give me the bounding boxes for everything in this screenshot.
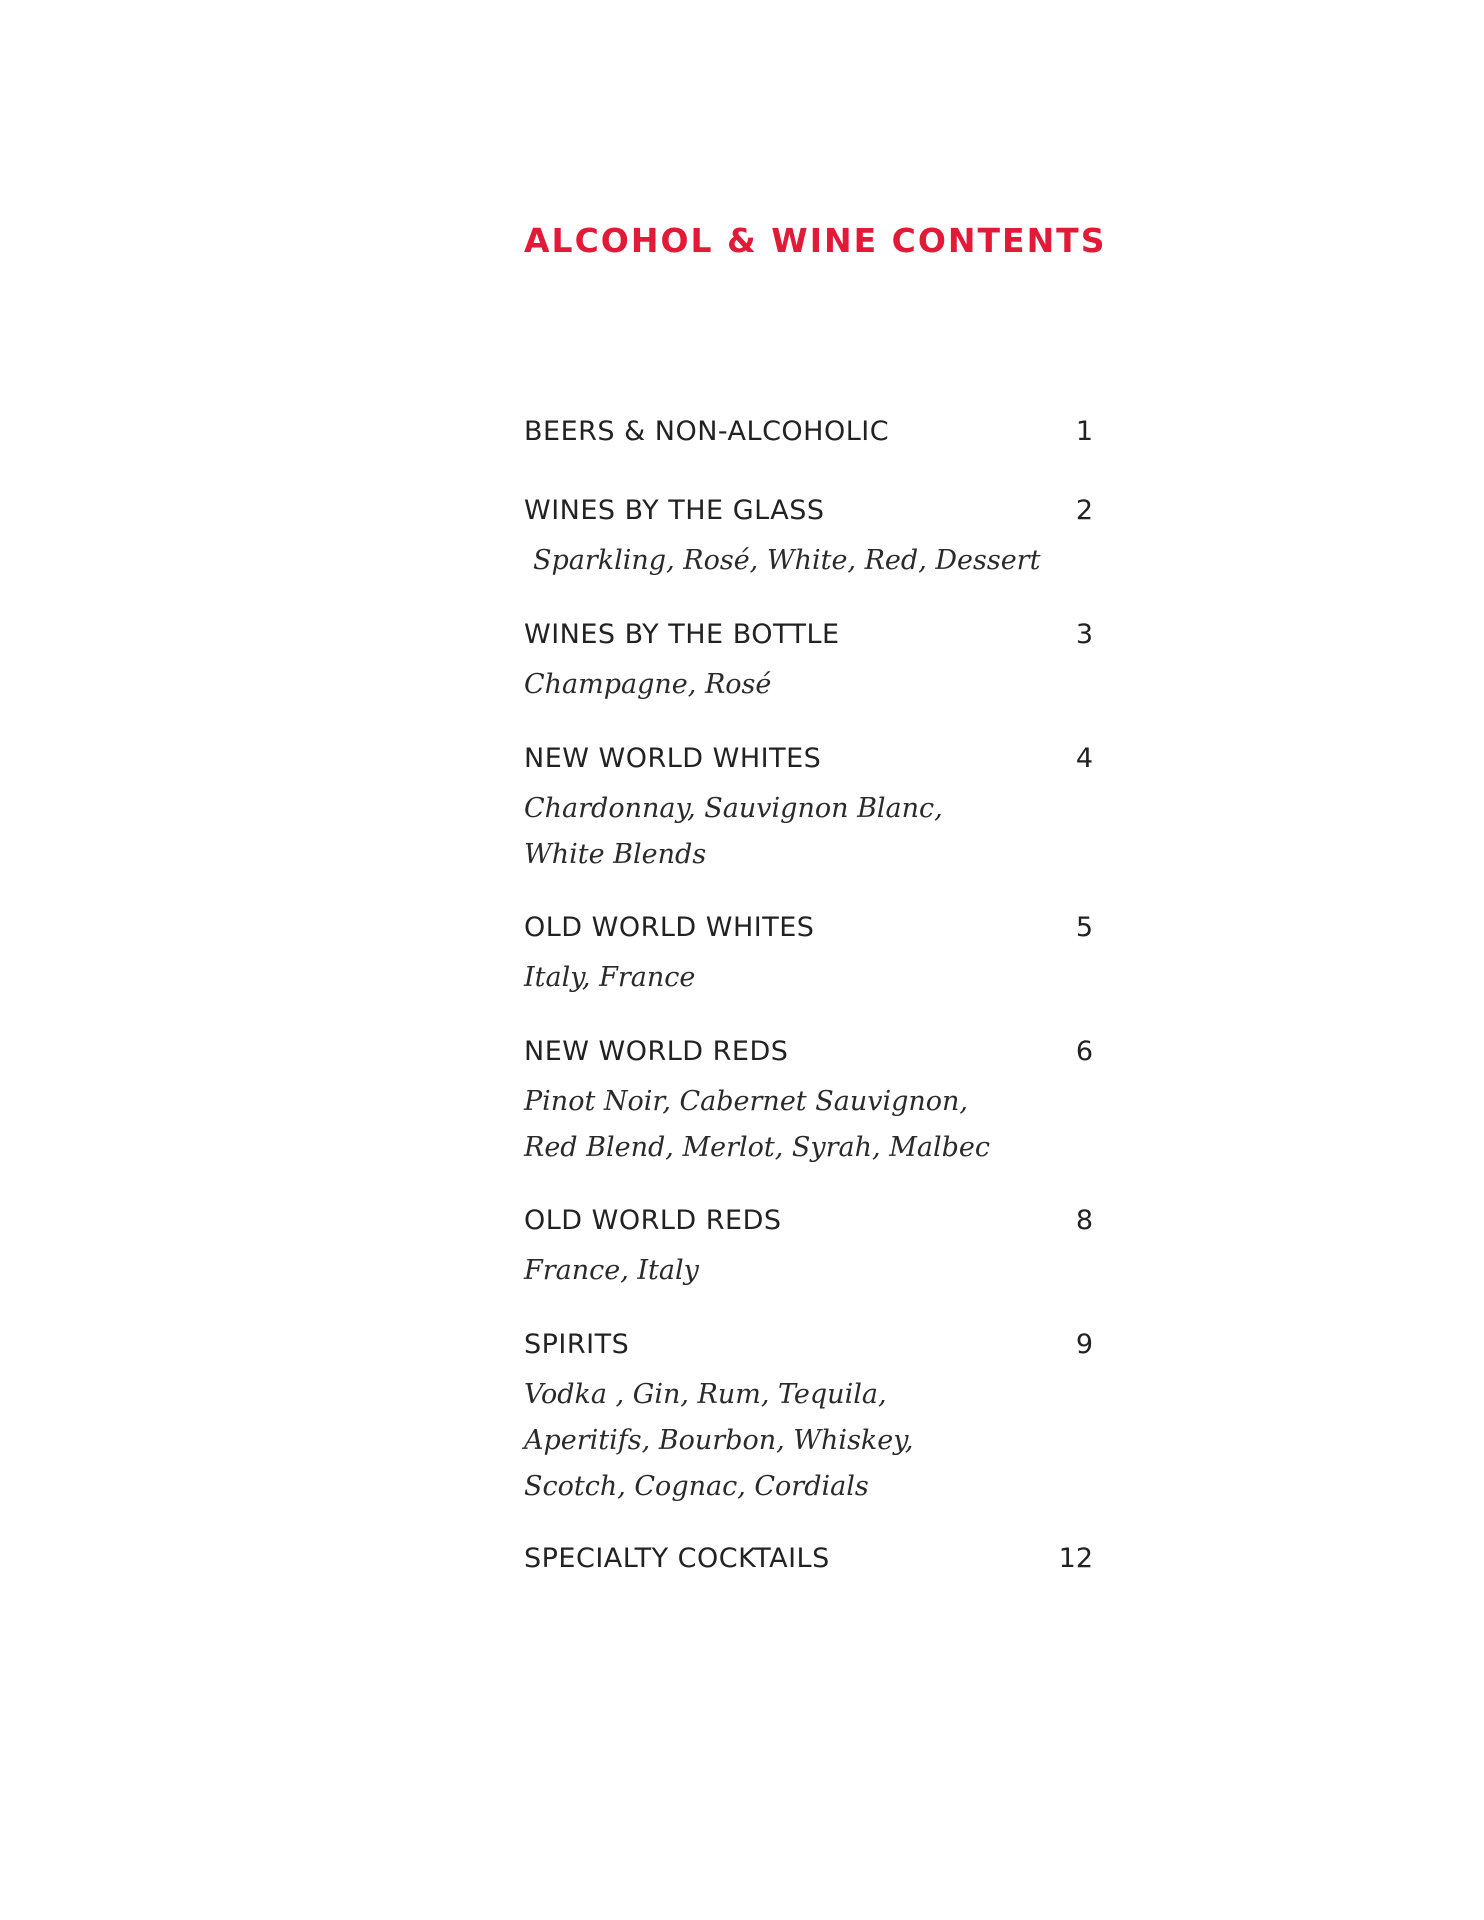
toc-entry-subtitle xyxy=(524,1079,1093,1171)
subtitle-line: Italy, France xyxy=(524,962,696,993)
toc-entry-subtitle xyxy=(524,1372,1093,1510)
toc-entry-title: WINES BY THE BOTTLE xyxy=(524,619,840,650)
toc-entry-subtitle xyxy=(524,955,1093,1001)
table-of-contents xyxy=(524,0,1093,1920)
page-title: ALCOHOL & WINE CONTENTS xyxy=(524,221,1107,260)
toc-entry-wines-by-glass xyxy=(524,493,1093,584)
subtitle-line: Vodka , Gin, Rum, Tequila, xyxy=(524,1379,887,1410)
subtitle-line: Champagne, Rosé xyxy=(524,669,772,700)
toc-entry-title: NEW WORLD REDS xyxy=(524,1036,789,1067)
toc-entry-title: BEERS & NON-ALCOHOLIC xyxy=(524,416,890,447)
toc-entry-page-number: 3 xyxy=(1075,619,1093,650)
subtitle-line: Pinot Noir, Cabernet Sauvignon, xyxy=(524,1086,968,1117)
toc-entry-page-number: 6 xyxy=(1075,1036,1093,1067)
subtitle-line: France, Italy xyxy=(524,1255,699,1286)
toc-entry-title: SPIRITS xyxy=(524,1329,630,1360)
toc-entry-title: WINES BY THE GLASS xyxy=(524,495,825,526)
toc-entry-specialty-cocktails xyxy=(524,1541,1093,1577)
toc-entry-page-number: 12 xyxy=(1058,1543,1093,1574)
toc-entry-wines-by-bottle xyxy=(524,617,1093,708)
toc-entry-subtitle xyxy=(524,662,1093,708)
toc-entry-subtitle xyxy=(524,786,1093,878)
toc-entry-title: NEW WORLD WHITES xyxy=(524,743,822,774)
toc-entry-page-number: 2 xyxy=(1075,495,1093,526)
toc-entry-page-number: 8 xyxy=(1075,1205,1093,1236)
toc-entry-beers xyxy=(524,414,1093,450)
toc-entry-new-world-reds xyxy=(524,1034,1093,1171)
toc-entry-spirits xyxy=(524,1327,1093,1510)
subtitle-line: Red Blend, Merlot, Syrah, Malbec xyxy=(524,1132,990,1163)
toc-entry-page-number: 5 xyxy=(1075,912,1093,943)
toc-entry-subtitle xyxy=(524,538,1093,584)
toc-entry-page-number: 9 xyxy=(1075,1329,1093,1360)
subtitle-line: Scotch, Cognac, Cordials xyxy=(524,1471,869,1502)
toc-entry-old-world-reds xyxy=(524,1203,1093,1294)
toc-entry-page-number: 1 xyxy=(1075,416,1093,447)
subtitle-line: Aperitifs, Bourbon, Whiskey, xyxy=(524,1425,914,1456)
toc-entry-subtitle xyxy=(524,1248,1093,1294)
toc-entry-title: SPECIALTY COCKTAILS xyxy=(524,1543,830,1574)
subtitle-line: Sparkling, Rosé, White, Red, Dessert xyxy=(533,545,1041,576)
toc-entry-title: OLD WORLD REDS xyxy=(524,1205,782,1236)
toc-entry-new-world-whites xyxy=(524,741,1093,878)
toc-entry-old-world-whites xyxy=(524,910,1093,1001)
toc-entry-page-number: 4 xyxy=(1075,743,1093,774)
subtitle-line: Chardonnay, Sauvignon Blanc, xyxy=(524,793,943,824)
toc-entry-title: OLD WORLD WHITES xyxy=(524,912,815,943)
subtitle-line: White Blends xyxy=(524,839,707,870)
